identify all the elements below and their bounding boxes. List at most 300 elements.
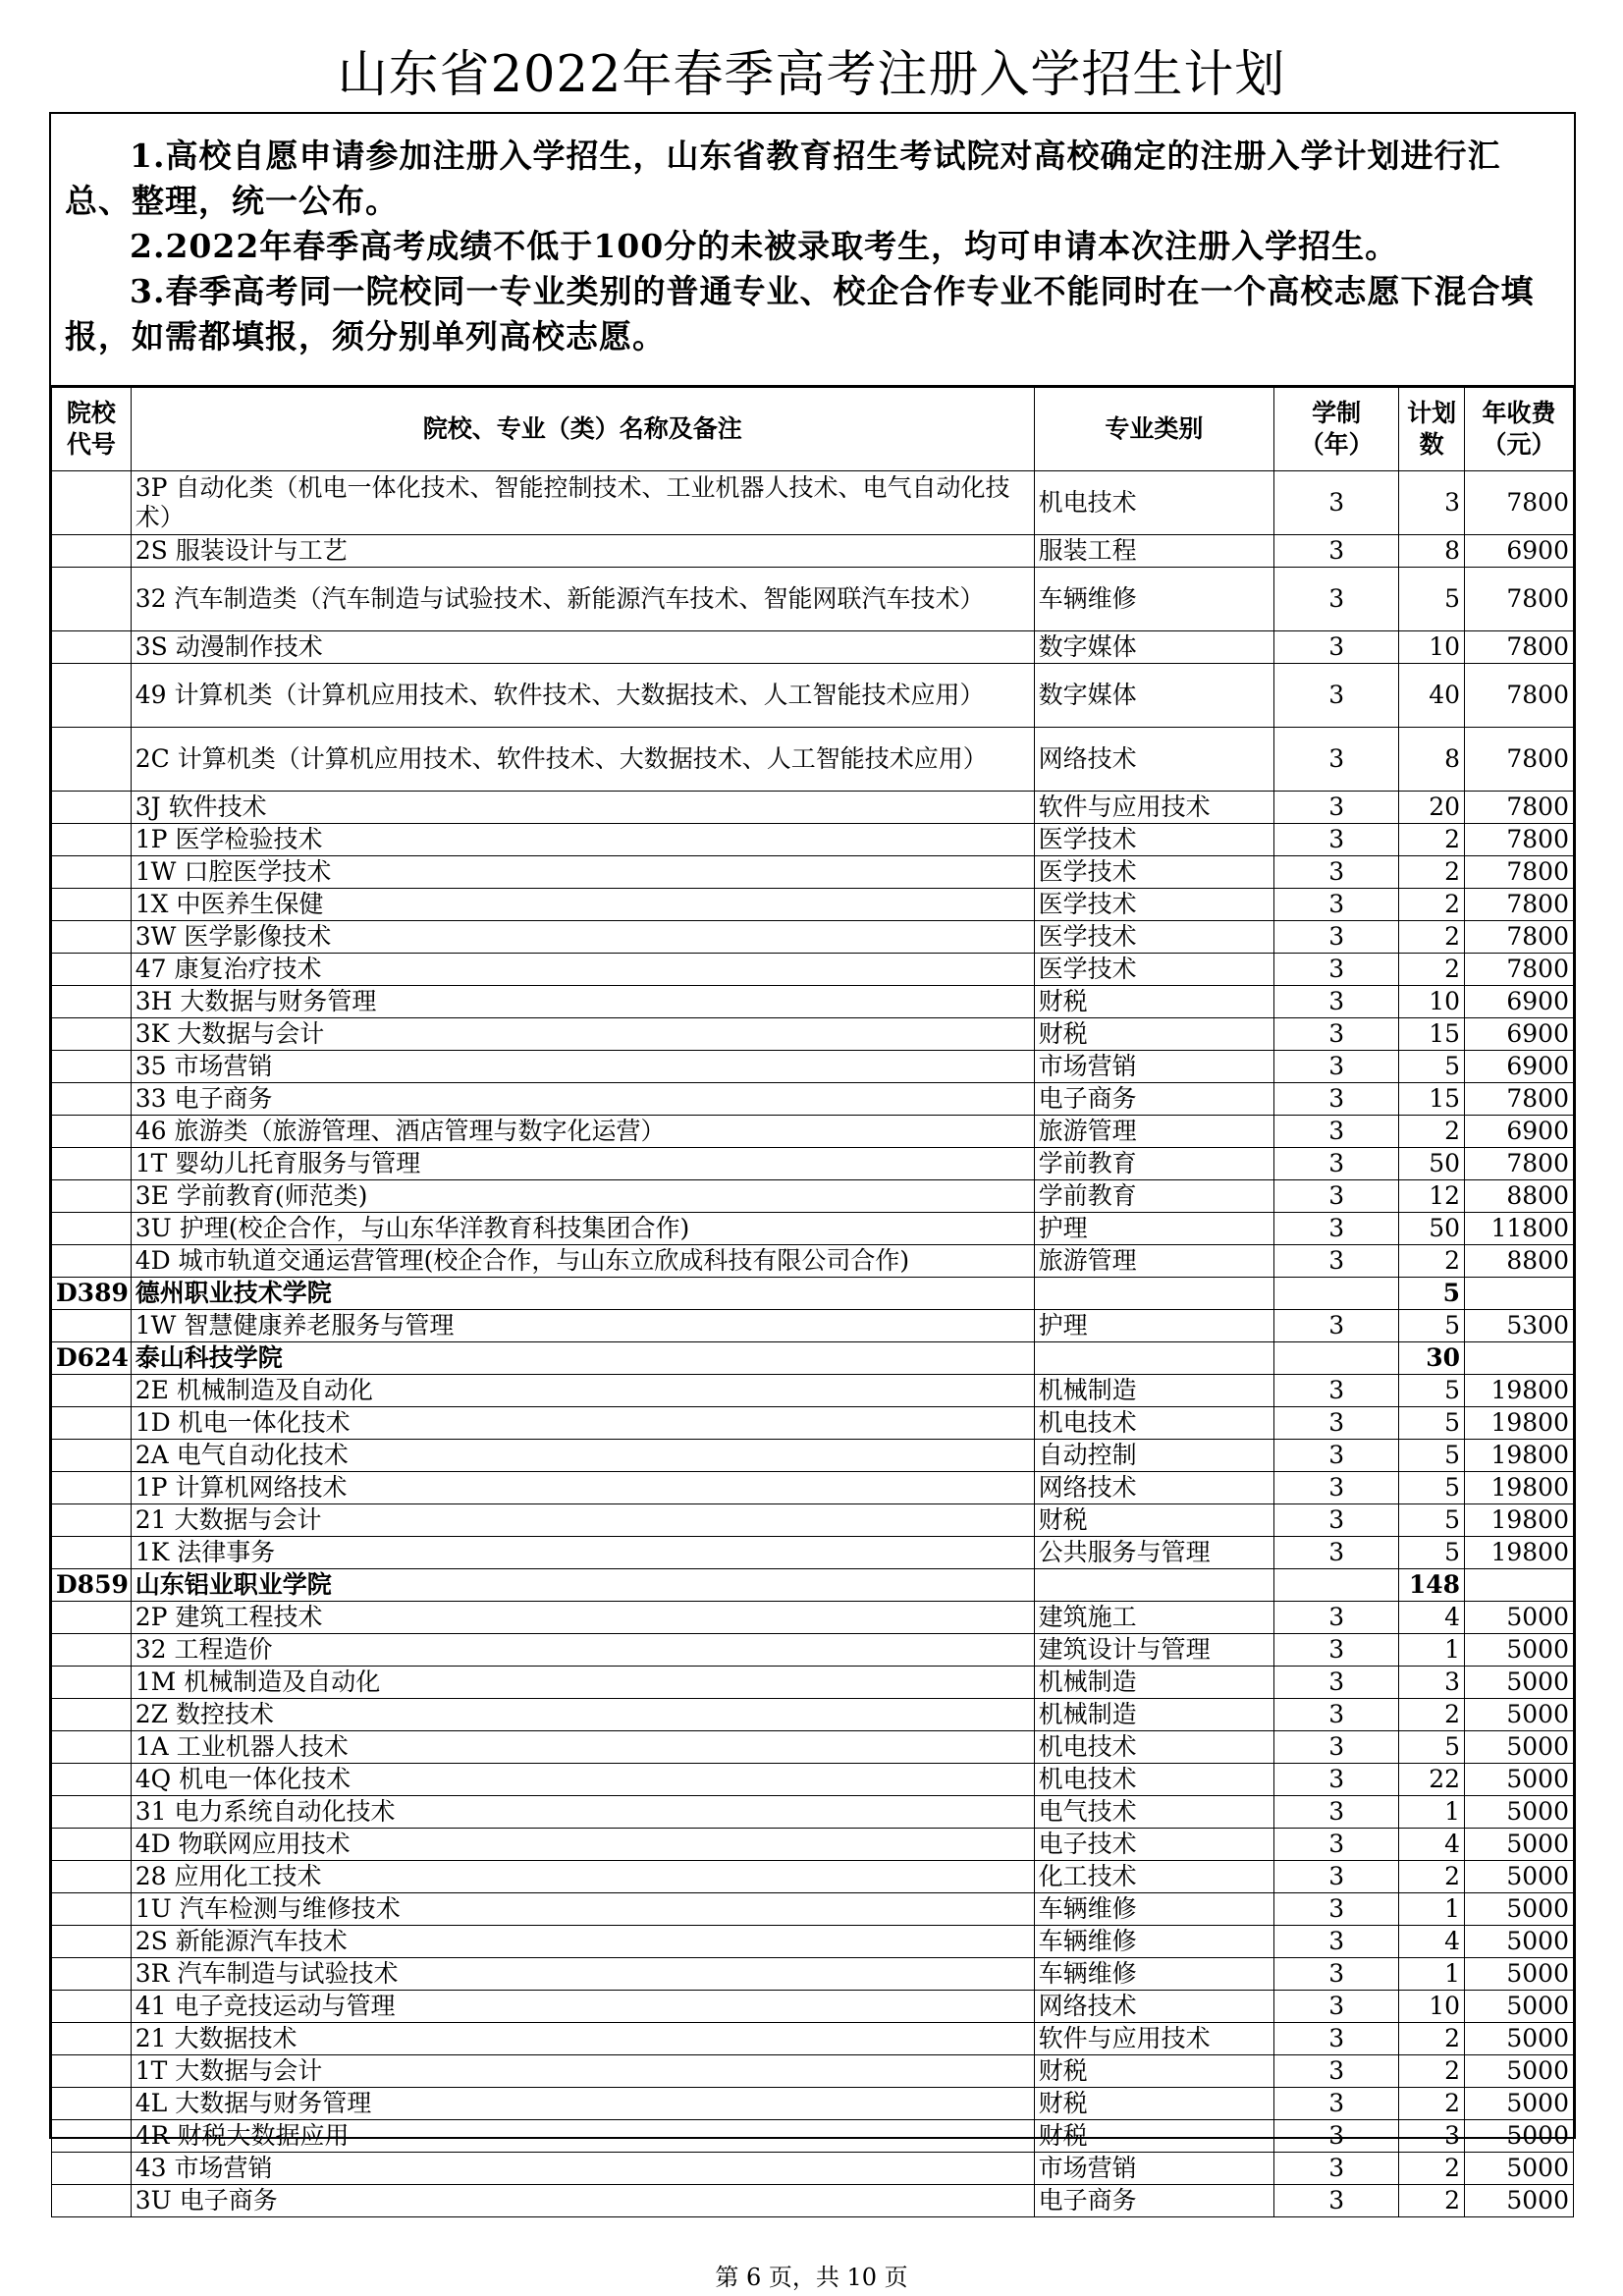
major-category: 电气技术	[1034, 1796, 1274, 1829]
major-length: 3	[1274, 1926, 1399, 1958]
major-category: 建筑设计与管理	[1034, 1634, 1274, 1667]
major-code	[52, 1958, 132, 1991]
major-plan: 12	[1399, 1180, 1465, 1213]
major-category: 机械制造	[1034, 1375, 1274, 1407]
major-code	[52, 2023, 132, 2055]
major-fee: 7800	[1465, 471, 1574, 535]
major-code	[52, 1083, 132, 1116]
major-category: 机械制造	[1034, 1667, 1274, 1699]
major-row	[52, 1180, 1574, 1213]
major-plan: 10	[1399, 631, 1465, 664]
major-row	[52, 1699, 1574, 1731]
major-fee: 19800	[1465, 1537, 1574, 1569]
major-name: 1U 汽车检测与维修技术	[131, 1893, 1034, 1926]
major-length: 3	[1274, 1796, 1399, 1829]
major-fee: 6900	[1465, 1116, 1574, 1148]
major-plan: 3	[1399, 471, 1465, 535]
major-code	[52, 889, 132, 921]
major-fee: 5000	[1465, 2055, 1574, 2088]
major-plan: 4	[1399, 1926, 1465, 1958]
major-code	[52, 1375, 132, 1407]
major-category: 建筑施工	[1034, 1602, 1274, 1634]
major-fee: 11800	[1465, 1213, 1574, 1245]
major-code	[52, 856, 132, 889]
major-plan: 8	[1399, 728, 1465, 792]
major-code	[52, 1731, 132, 1764]
major-name: 3H 大数据与财务管理	[131, 986, 1034, 1018]
major-fee: 8800	[1465, 1180, 1574, 1213]
major-row	[52, 954, 1574, 986]
major-category: 学前教育	[1034, 1180, 1274, 1213]
major-category: 机电技术	[1034, 471, 1274, 535]
major-plan: 2	[1399, 2088, 1465, 2120]
major-row	[52, 921, 1574, 954]
major-fee: 7800	[1465, 954, 1574, 986]
major-name: 1W 口腔医学技术	[131, 856, 1034, 889]
major-code	[52, 1051, 132, 1083]
major-fee: 19800	[1465, 1504, 1574, 1537]
major-plan: 5	[1399, 1472, 1465, 1504]
major-length: 3	[1274, 1472, 1399, 1504]
table-header-row	[52, 388, 1574, 471]
page-footer: 第 6 页，共 10 页	[715, 2264, 908, 2291]
major-category: 财税	[1034, 986, 1274, 1018]
major-length: 3	[1274, 1213, 1399, 1245]
major-plan: 50	[1399, 1148, 1465, 1180]
major-row	[52, 1537, 1574, 1569]
major-name: 32 工程造价	[131, 1634, 1034, 1667]
major-code	[52, 1764, 132, 1796]
major-length: 3	[1274, 728, 1399, 792]
major-category: 电子技术	[1034, 1829, 1274, 1861]
major-fee: 5000	[1465, 1893, 1574, 1926]
major-row	[52, 2185, 1574, 2217]
major-fee: 5000	[1465, 2153, 1574, 2185]
major-row	[52, 2088, 1574, 2120]
header-fee-text: 年收费 （元）	[1482, 399, 1556, 459]
major-code	[52, 792, 132, 824]
major-code	[52, 631, 132, 664]
major-row	[52, 1926, 1574, 1958]
major-row	[52, 1375, 1574, 1407]
major-name: 2C 计算机类（计算机应用技术、软件技术、大数据技术、人工智能技术应用）	[131, 728, 1034, 792]
major-plan: 2	[1399, 1116, 1465, 1148]
major-fee: 5000	[1465, 2023, 1574, 2055]
major-category: 电子商务	[1034, 1083, 1274, 1116]
major-name: 3U 护理(校企合作，与山东华洋教育科技集团合作)	[131, 1213, 1034, 1245]
major-category: 自动控制	[1034, 1440, 1274, 1472]
major-length: 3	[1274, 1116, 1399, 1148]
major-row	[52, 1861, 1574, 1893]
major-fee: 5000	[1465, 2120, 1574, 2153]
major-category: 机电技术	[1034, 1731, 1274, 1764]
major-category: 护理	[1034, 1213, 1274, 1245]
major-code	[52, 1634, 132, 1667]
major-plan: 5	[1399, 1537, 1465, 1569]
major-row	[52, 1796, 1574, 1829]
major-name: 3W 医学影像技术	[131, 921, 1034, 954]
major-name: 4D 物联网应用技术	[131, 1829, 1034, 1861]
major-plan: 2	[1399, 824, 1465, 856]
major-name: 4D 城市轨道交通运营管理(校企合作，与山东立欣成科技有限公司合作)	[131, 1245, 1034, 1278]
major-length: 3	[1274, 1667, 1399, 1699]
plan-sheet	[49, 112, 1576, 2214]
major-category: 医学技术	[1034, 824, 1274, 856]
major-row	[52, 2023, 1574, 2055]
major-length: 3	[1274, 1537, 1399, 1569]
institution-fee	[1465, 1342, 1574, 1375]
major-code	[52, 535, 132, 568]
major-category: 网络技术	[1034, 728, 1274, 792]
header-plan	[1399, 388, 1465, 471]
header-length	[1274, 388, 1399, 471]
major-name: 1M 机械制造及自动化	[131, 1667, 1034, 1699]
institution-row	[52, 1569, 1574, 1602]
major-name: 1X 中医养生保健	[131, 889, 1034, 921]
major-length: 3	[1274, 664, 1399, 728]
major-category: 网络技术	[1034, 1991, 1274, 2023]
major-category: 化工技术	[1034, 1861, 1274, 1893]
major-code	[52, 954, 132, 986]
major-code	[52, 1602, 132, 1634]
major-row	[52, 1083, 1574, 1116]
major-plan: 5	[1399, 1375, 1465, 1407]
major-length: 3	[1274, 568, 1399, 631]
note-3: 3.春季高考同一院校同一专业类别的普通专业、校企合作专业不能同时在一个高校志愿下混合填报，如需都填报，须分别单列高校志愿。	[65, 272, 1535, 355]
major-length: 3	[1274, 1861, 1399, 1893]
institution-name: 泰山科技学院	[131, 1342, 1034, 1375]
major-length: 3	[1274, 2023, 1399, 2055]
major-fee: 5000	[1465, 1796, 1574, 1829]
major-fee: 5000	[1465, 2088, 1574, 2120]
major-row	[52, 986, 1574, 1018]
major-fee: 5000	[1465, 1958, 1574, 1991]
major-code	[52, 986, 132, 1018]
major-row	[52, 1991, 1574, 2023]
major-length: 3	[1274, 1375, 1399, 1407]
major-length: 3	[1274, 471, 1399, 535]
major-plan: 22	[1399, 1764, 1465, 1796]
major-fee: 5000	[1465, 1699, 1574, 1731]
major-name: 46 旅游类（旅游管理、酒店管理与数字化运营）	[131, 1116, 1034, 1148]
major-length: 3	[1274, 535, 1399, 568]
major-name: 4L 大数据与财务管理	[131, 2088, 1034, 2120]
major-fee: 6900	[1465, 1018, 1574, 1051]
major-code	[52, 921, 132, 954]
major-name: 1P 计算机网络技术	[131, 1472, 1034, 1504]
major-plan: 5	[1399, 1051, 1465, 1083]
major-fee: 5000	[1465, 1602, 1574, 1634]
major-length: 3	[1274, 1829, 1399, 1861]
major-length: 3	[1274, 856, 1399, 889]
major-category: 网络技术	[1034, 1472, 1274, 1504]
major-row	[52, 2055, 1574, 2088]
major-name: 1P 医学检验技术	[131, 824, 1034, 856]
major-length: 3	[1274, 792, 1399, 824]
major-plan: 2	[1399, 1861, 1465, 1893]
major-length: 3	[1274, 1245, 1399, 1278]
major-plan: 5	[1399, 1504, 1465, 1537]
header-length-text: 学制 （年）	[1299, 399, 1374, 459]
institution-category	[1034, 1569, 1274, 1602]
major-plan: 10	[1399, 1991, 1465, 2023]
major-row	[52, 1634, 1574, 1667]
major-fee: 5000	[1465, 2185, 1574, 2217]
major-plan: 5	[1399, 568, 1465, 631]
major-category: 旅游管理	[1034, 1245, 1274, 1278]
major-category: 财税	[1034, 1504, 1274, 1537]
major-plan: 5	[1399, 1407, 1465, 1440]
major-length: 3	[1274, 1018, 1399, 1051]
major-fee: 19800	[1465, 1440, 1574, 1472]
major-category: 公共服务与管理	[1034, 1537, 1274, 1569]
major-row	[52, 1504, 1574, 1537]
major-fee: 5000	[1465, 1764, 1574, 1796]
major-fee: 5000	[1465, 1667, 1574, 1699]
major-name: 21 大数据与会计	[131, 1504, 1034, 1537]
major-code	[52, 1991, 132, 2023]
institution-name: 德州职业技术学院	[131, 1278, 1034, 1310]
major-name: 21 大数据技术	[131, 2023, 1034, 2055]
major-row	[52, 1440, 1574, 1472]
major-fee: 7800	[1465, 568, 1574, 631]
header-fee	[1465, 388, 1574, 471]
major-plan: 2	[1399, 2153, 1465, 2185]
major-length: 3	[1274, 1310, 1399, 1342]
major-category: 数字媒体	[1034, 631, 1274, 664]
major-plan: 5	[1399, 1440, 1465, 1472]
header-category: 专业类别	[1034, 388, 1274, 471]
major-code	[52, 824, 132, 856]
major-length: 3	[1274, 2088, 1399, 2120]
major-fee: 6900	[1465, 535, 1574, 568]
major-code	[52, 1407, 132, 1440]
major-length: 3	[1274, 2153, 1399, 2185]
major-category: 医学技术	[1034, 889, 1274, 921]
major-code	[52, 1180, 132, 1213]
major-name: 2Z 数控技术	[131, 1699, 1034, 1731]
major-fee: 7800	[1465, 792, 1574, 824]
major-code	[52, 1440, 132, 1472]
major-name: 41 电子竞技运动与管理	[131, 1991, 1034, 2023]
major-plan: 40	[1399, 664, 1465, 728]
major-row	[52, 1602, 1574, 1634]
major-name: 4R 财税大数据应用	[131, 2120, 1034, 2153]
major-code	[52, 2055, 132, 2088]
major-category: 护理	[1034, 1310, 1274, 1342]
major-row	[52, 1310, 1574, 1342]
major-code	[52, 1504, 132, 1537]
major-category: 机械制造	[1034, 1699, 1274, 1731]
major-length: 3	[1274, 921, 1399, 954]
major-code	[52, 2185, 132, 2217]
table-body	[52, 471, 1574, 2217]
major-fee: 5000	[1465, 1861, 1574, 1893]
major-fee: 7800	[1465, 824, 1574, 856]
major-category: 学前教育	[1034, 1148, 1274, 1180]
major-fee: 5000	[1465, 1731, 1574, 1764]
major-length: 3	[1274, 1180, 1399, 1213]
major-category: 财税	[1034, 2120, 1274, 2153]
institution-row	[52, 1278, 1574, 1310]
major-code	[52, 664, 132, 728]
major-code	[52, 471, 132, 535]
major-plan: 1	[1399, 1634, 1465, 1667]
major-name: 1A 工业机器人技术	[131, 1731, 1034, 1764]
major-plan: 2	[1399, 2185, 1465, 2217]
major-category: 软件与应用技术	[1034, 792, 1274, 824]
major-name: 2E 机械制造及自动化	[131, 1375, 1034, 1407]
major-plan: 8	[1399, 535, 1465, 568]
note-1: 1.高校自愿申请参加注册入学招生，山东省教育招生考试院对高校确定的注册入学计划进行汇总、整理，统一公布。	[65, 137, 1501, 220]
major-category: 服装工程	[1034, 535, 1274, 568]
major-code	[52, 2120, 132, 2153]
major-length: 3	[1274, 1991, 1399, 2023]
major-category: 市场营销	[1034, 2153, 1274, 2185]
major-name: 2P 建筑工程技术	[131, 1602, 1034, 1634]
institution-code: D859	[52, 1569, 132, 1602]
major-category: 医学技术	[1034, 856, 1274, 889]
major-fee: 7800	[1465, 728, 1574, 792]
major-row	[52, 1018, 1574, 1051]
major-name: 33 电子商务	[131, 1083, 1034, 1116]
major-fee: 7800	[1465, 1148, 1574, 1180]
major-plan: 2	[1399, 889, 1465, 921]
major-fee: 7800	[1465, 1083, 1574, 1116]
major-plan: 1	[1399, 1796, 1465, 1829]
major-name: 3S 动漫制作技术	[131, 631, 1034, 664]
major-length: 3	[1274, 2055, 1399, 2088]
major-code	[52, 2153, 132, 2185]
major-name: 47 康复治疗技术	[131, 954, 1034, 986]
major-fee: 5000	[1465, 1926, 1574, 1958]
major-plan: 2	[1399, 1699, 1465, 1731]
header-name: 院校、专业（类）名称及备注	[131, 388, 1034, 471]
major-plan: 20	[1399, 792, 1465, 824]
major-fee: 6900	[1465, 986, 1574, 1018]
major-name: 43 市场营销	[131, 2153, 1034, 2185]
major-fee: 7800	[1465, 664, 1574, 728]
institution-length	[1274, 1569, 1399, 1602]
major-row	[52, 728, 1574, 792]
institution-fee	[1465, 1278, 1574, 1310]
major-fee: 5000	[1465, 1634, 1574, 1667]
major-category: 车辆维修	[1034, 1926, 1274, 1958]
major-code	[52, 1796, 132, 1829]
institution-code: D624	[52, 1342, 132, 1375]
major-plan: 15	[1399, 1018, 1465, 1051]
major-row	[52, 889, 1574, 921]
major-name: 3E 学前教育(师范类)	[131, 1180, 1034, 1213]
major-code	[52, 568, 132, 631]
major-length: 3	[1274, 1731, 1399, 1764]
major-code	[52, 2088, 132, 2120]
major-length: 3	[1274, 986, 1399, 1018]
major-plan: 1	[1399, 1893, 1465, 1926]
major-plan: 2	[1399, 1245, 1465, 1278]
major-row	[52, 1472, 1574, 1504]
major-length: 3	[1274, 1958, 1399, 1991]
major-length: 3	[1274, 1699, 1399, 1731]
major-row	[52, 1829, 1574, 1861]
major-name: 3P 自动化类（机电一体化技术、智能控制技术、工业机器人技术、电气自动化技术）	[131, 471, 1034, 535]
major-name: 31 电力系统自动化技术	[131, 1796, 1034, 1829]
major-row	[52, 664, 1574, 728]
major-name: 3R 汽车制造与试验技术	[131, 1958, 1034, 1991]
major-category: 车辆维修	[1034, 1893, 1274, 1926]
major-plan: 4	[1399, 1829, 1465, 1861]
institution-category	[1034, 1342, 1274, 1375]
major-length: 3	[1274, 1407, 1399, 1440]
major-plan: 1	[1399, 1958, 1465, 1991]
major-category: 软件与应用技术	[1034, 2023, 1274, 2055]
major-row	[52, 471, 1574, 535]
major-row	[52, 1731, 1574, 1764]
major-name: 28 应用化工技术	[131, 1861, 1034, 1893]
major-row	[52, 2120, 1574, 2153]
major-name: 2S 新能源汽车技术	[131, 1926, 1034, 1958]
major-category: 医学技术	[1034, 921, 1274, 954]
major-fee: 5300	[1465, 1310, 1574, 1342]
major-plan: 2	[1399, 856, 1465, 889]
major-row	[52, 2153, 1574, 2185]
major-length: 3	[1274, 2185, 1399, 2217]
major-fee: 7800	[1465, 921, 1574, 954]
major-row	[52, 568, 1574, 631]
major-category: 医学技术	[1034, 954, 1274, 986]
major-code	[52, 1893, 132, 1926]
institution-category	[1034, 1278, 1274, 1310]
major-name: 1T 婴幼儿托育服务与管理	[131, 1148, 1034, 1180]
major-plan: 50	[1399, 1213, 1465, 1245]
major-name: 32 汽车制造类（汽车制造与试验技术、新能源汽车技术、智能网联汽车技术）	[131, 568, 1034, 631]
header-code-text: 院校 代号	[66, 399, 116, 459]
major-fee: 7800	[1465, 856, 1574, 889]
major-plan: 2	[1399, 2055, 1465, 2088]
major-length: 3	[1274, 1051, 1399, 1083]
major-category: 旅游管理	[1034, 1116, 1274, 1148]
major-row	[52, 1958, 1574, 1991]
major-row	[52, 1116, 1574, 1148]
major-category: 机电技术	[1034, 1764, 1274, 1796]
major-fee: 7800	[1465, 631, 1574, 664]
major-length: 3	[1274, 954, 1399, 986]
major-plan: 3	[1399, 1667, 1465, 1699]
major-row	[52, 1213, 1574, 1245]
major-fee: 8800	[1465, 1245, 1574, 1278]
major-code	[52, 1245, 132, 1278]
major-row	[52, 1148, 1574, 1180]
major-row	[52, 631, 1574, 664]
institution-plan: 5	[1399, 1278, 1465, 1310]
major-category: 财税	[1034, 2088, 1274, 2120]
major-category: 车辆维修	[1034, 1958, 1274, 1991]
major-length: 3	[1274, 1440, 1399, 1472]
major-length: 3	[1274, 1083, 1399, 1116]
major-row	[52, 1051, 1574, 1083]
major-name: 2A 电气自动化技术	[131, 1440, 1034, 1472]
major-length: 3	[1274, 631, 1399, 664]
major-length: 3	[1274, 889, 1399, 921]
major-fee: 6900	[1465, 1051, 1574, 1083]
major-row	[52, 1667, 1574, 1699]
major-code	[52, 1472, 132, 1504]
major-plan: 10	[1399, 986, 1465, 1018]
institution-length	[1274, 1342, 1399, 1375]
major-row	[52, 824, 1574, 856]
major-row	[52, 1764, 1574, 1796]
major-name: 3U 电子商务	[131, 2185, 1034, 2217]
